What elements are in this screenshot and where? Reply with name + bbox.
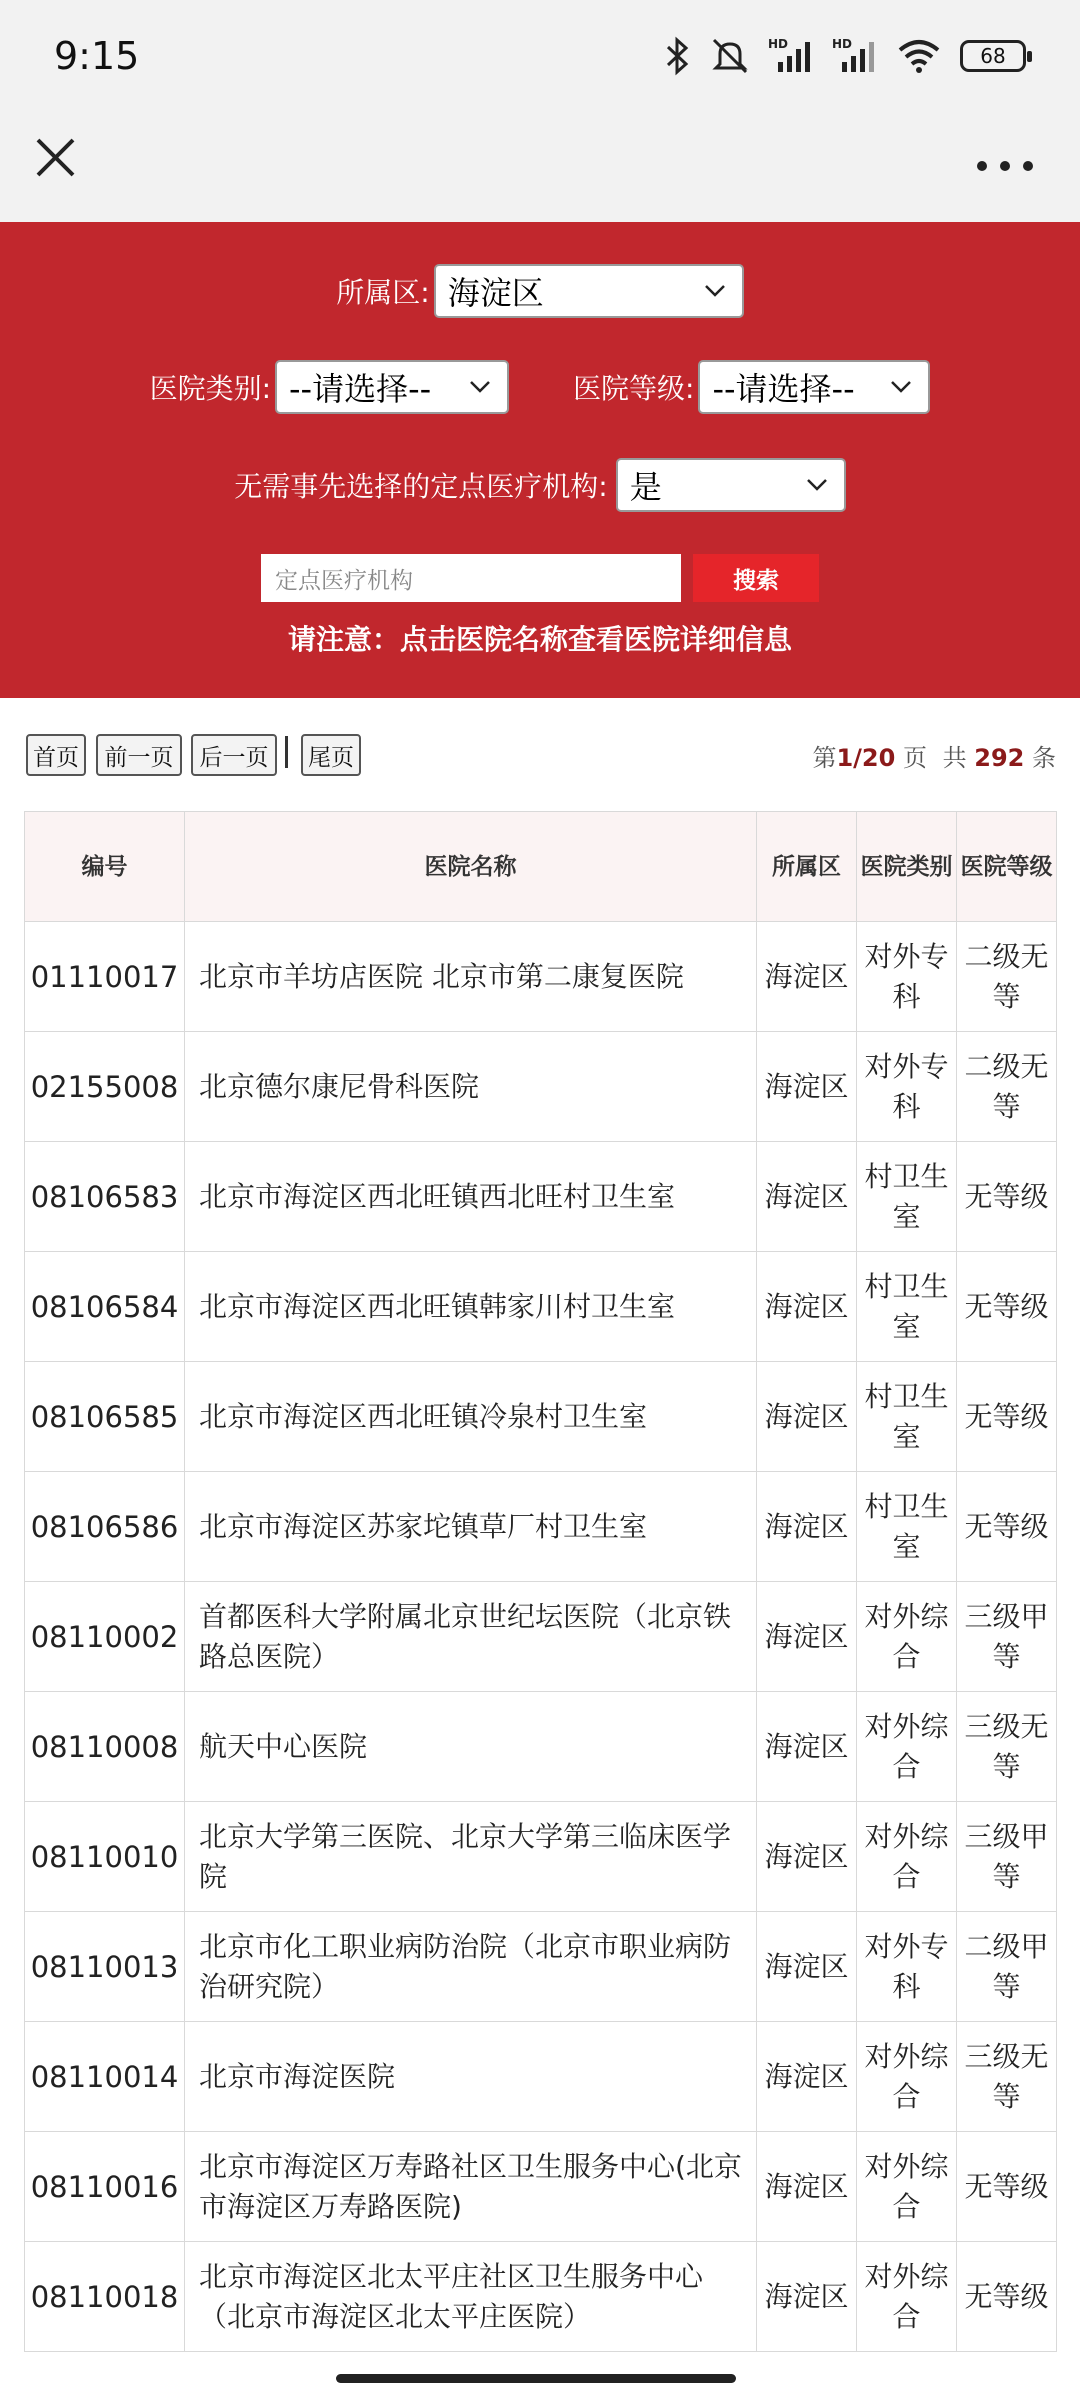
last-page-button[interactable]: 尾页 bbox=[301, 734, 361, 776]
table-row bbox=[25, 1362, 1057, 1472]
total-word: 共 bbox=[942, 744, 967, 772]
cell-code: 08110016 bbox=[25, 2132, 185, 2242]
cell-level: 三级无等 bbox=[957, 1692, 1057, 1802]
cell-district: 海淀区 bbox=[757, 1142, 857, 1252]
status-time: 9:15 bbox=[54, 34, 140, 78]
cell-category: 对外综合 bbox=[857, 1802, 957, 1912]
hospital-name-link[interactable]: 北京市海淀区万寿路社区卫生服务中心(北京市海淀区万寿路医院) bbox=[185, 2132, 757, 2242]
chevron-down-icon bbox=[704, 284, 726, 298]
cell-code: 08110018 bbox=[25, 2242, 185, 2352]
cell-district: 海淀区 bbox=[757, 2022, 857, 2132]
cell-code: 08106585 bbox=[25, 1362, 185, 1472]
district-select[interactable] bbox=[434, 264, 744, 318]
pager bbox=[26, 734, 1056, 778]
cell-code: 08110010 bbox=[25, 1802, 185, 1912]
bluetooth-icon bbox=[664, 36, 692, 76]
table-row bbox=[25, 1692, 1057, 1802]
more-icon[interactable] bbox=[970, 138, 1040, 198]
cell-district: 海淀区 bbox=[757, 1582, 857, 1692]
no-preselect-select-value: 是 bbox=[629, 468, 662, 506]
cell-code: 08110008 bbox=[25, 1692, 185, 1802]
cell-district: 海淀区 bbox=[757, 1912, 857, 2022]
hospital-name-link[interactable]: 北京市海淀区西北旺镇冷泉村卫生室 bbox=[185, 1362, 757, 1472]
cell-code: 08106583 bbox=[25, 1142, 185, 1252]
hospital-name-link[interactable]: 北京市海淀区西北旺镇西北旺村卫生室 bbox=[185, 1142, 757, 1252]
first-page-button[interactable]: 首页 bbox=[26, 734, 86, 776]
table-row bbox=[25, 1472, 1057, 1582]
close-icon[interactable] bbox=[28, 130, 98, 200]
level-select[interactable] bbox=[698, 360, 930, 414]
cell-district: 海淀区 bbox=[757, 1252, 857, 1362]
cell-level: 二级无等 bbox=[957, 922, 1057, 1032]
chevron-down-icon bbox=[806, 478, 828, 492]
chevron-down-icon bbox=[469, 380, 491, 394]
category-select-value: --请选择-- bbox=[289, 370, 432, 408]
next-page-button[interactable]: 后一页 bbox=[191, 734, 277, 776]
cell-code: 08106584 bbox=[25, 1252, 185, 1362]
cell-level: 无等级 bbox=[957, 1472, 1057, 1582]
cell-district: 海淀区 bbox=[757, 1692, 857, 1802]
table-row bbox=[25, 1252, 1057, 1362]
hospital-name-link[interactable]: 北京德尔康尼骨科医院 bbox=[185, 1032, 757, 1142]
cell-category: 村卫生室 bbox=[857, 1252, 957, 1362]
hospital-name-link[interactable]: 北京市海淀区西北旺镇韩家川村卫生室 bbox=[185, 1252, 757, 1362]
header-district: 所属区 bbox=[757, 812, 857, 922]
pager-separator bbox=[285, 736, 288, 768]
hospital-name-link[interactable]: 北京市海淀区苏家坨镇草厂村卫生室 bbox=[185, 1472, 757, 1582]
cell-level: 无等级 bbox=[957, 2132, 1057, 2242]
prev-page-button[interactable]: 前一页 bbox=[96, 734, 182, 776]
notice-row bbox=[0, 618, 1080, 658]
table-row bbox=[25, 922, 1057, 1032]
hospital-name-link[interactable]: 航天中心医院 bbox=[185, 1692, 757, 1802]
cell-code: 08110014 bbox=[25, 2022, 185, 2132]
nav-bar bbox=[0, 110, 1080, 222]
page-info-prefix: 第 bbox=[812, 744, 837, 772]
signal-badge: HD bbox=[832, 37, 853, 51]
mute-icon bbox=[710, 36, 750, 76]
cell-code: 01110017 bbox=[25, 922, 185, 1032]
table-body bbox=[25, 922, 1057, 2352]
hospital-table bbox=[24, 811, 1057, 2352]
wifi-icon bbox=[896, 36, 942, 76]
cell-district: 海淀区 bbox=[757, 2132, 857, 2242]
cell-level: 二级无等 bbox=[957, 1032, 1057, 1142]
cell-code: 02155008 bbox=[25, 1032, 185, 1142]
home-indicator[interactable] bbox=[336, 2374, 736, 2383]
search-button[interactable]: 搜索 bbox=[693, 554, 819, 602]
cell-category: 对外综合 bbox=[857, 1582, 957, 1692]
hospital-name-link[interactable]: 北京市海淀区北太平庄社区卫生服务中心（北京市海淀区北太平庄医院） bbox=[185, 2242, 757, 2352]
current-page: 1 bbox=[836, 744, 854, 772]
count-word: 条 bbox=[1032, 744, 1056, 772]
hospital-name-link[interactable]: 北京市羊坊店医院 北京市第二康复医院 bbox=[185, 922, 757, 1032]
table-row bbox=[25, 1802, 1057, 1912]
table-row bbox=[25, 1912, 1057, 2022]
category-select[interactable] bbox=[275, 360, 509, 414]
signal-badge: HD bbox=[768, 37, 789, 51]
status-bar bbox=[0, 0, 1080, 110]
table-row bbox=[25, 2242, 1057, 2352]
chevron-down-icon bbox=[890, 380, 912, 394]
table-row bbox=[25, 1142, 1057, 1252]
search-input[interactable]: 定点医疗机构 bbox=[261, 554, 681, 602]
cell-level: 二级甲等 bbox=[957, 1912, 1057, 2022]
district-label: 所属区: bbox=[336, 276, 430, 309]
cell-level: 无等级 bbox=[957, 2242, 1057, 2352]
total-count: 292 bbox=[974, 744, 1025, 772]
table-row bbox=[25, 2132, 1057, 2242]
cell-district: 海淀区 bbox=[757, 1362, 857, 1472]
no-preselect-label: 无需事先选择的定点医疗机构: bbox=[234, 470, 608, 503]
header-name: 医院名称 bbox=[185, 812, 757, 922]
cell-category: 对外综合 bbox=[857, 1692, 957, 1802]
cell-category: 对外综合 bbox=[857, 2132, 957, 2242]
signal-icon bbox=[832, 36, 878, 76]
cell-district: 海淀区 bbox=[757, 1472, 857, 1582]
category-label: 医院类别: bbox=[149, 372, 271, 405]
cell-category: 对外综合 bbox=[857, 2022, 957, 2132]
cell-level: 三级甲等 bbox=[957, 1582, 1057, 1692]
cell-level: 无等级 bbox=[957, 1252, 1057, 1362]
table-row bbox=[25, 2022, 1057, 2132]
cell-category: 村卫生室 bbox=[857, 1142, 957, 1252]
level-select-value: --请选择-- bbox=[712, 370, 855, 408]
cell-level: 无等级 bbox=[957, 1142, 1057, 1252]
table-row bbox=[25, 1032, 1057, 1142]
hospital-name-link[interactable]: 北京市海淀医院 bbox=[185, 2022, 757, 2132]
notice-text: 请注意：点击医院名称查看医院详细信息 bbox=[287, 623, 792, 656]
cell-level: 三级甲等 bbox=[957, 1802, 1057, 1912]
page-slash: / bbox=[853, 744, 862, 772]
table-header-row bbox=[25, 812, 1057, 922]
header-level: 医院等级 bbox=[957, 812, 1057, 922]
cell-level: 三级无等 bbox=[957, 2022, 1057, 2132]
header-code: 编号 bbox=[25, 812, 185, 922]
page-word: 页 bbox=[902, 744, 927, 772]
table-row bbox=[25, 1582, 1057, 1692]
cell-code: 08110002 bbox=[25, 1582, 185, 1692]
search-panel bbox=[0, 222, 1080, 698]
cell-category: 村卫生室 bbox=[857, 1472, 957, 1582]
search-row bbox=[0, 554, 1080, 602]
cell-category: 对外专科 bbox=[857, 1912, 957, 2022]
category-level-row bbox=[0, 360, 1080, 414]
hospital-name-link[interactable]: 北京大学第三医院、北京大学第三临床医学院 bbox=[185, 1802, 757, 1912]
cell-district: 海淀区 bbox=[757, 1032, 857, 1142]
district-row bbox=[0, 264, 1080, 318]
cell-category: 对外专科 bbox=[857, 922, 957, 1032]
cell-category: 对外专科 bbox=[857, 1032, 957, 1142]
hospital-name-link[interactable]: 首都医科大学附属北京世纪坛医院（北京铁路总医院） bbox=[185, 1582, 757, 1692]
cell-district: 海淀区 bbox=[757, 2242, 857, 2352]
status-icons bbox=[664, 34, 1026, 78]
cell-district: 海淀区 bbox=[757, 1802, 857, 1912]
hospital-name-link[interactable]: 北京市化工职业病防治院（北京市职业病防治研究院） bbox=[185, 1912, 757, 2022]
district-select-value: 海淀区 bbox=[447, 274, 544, 312]
cell-level: 无等级 bbox=[957, 1362, 1057, 1472]
header-category: 医院类别 bbox=[857, 812, 957, 922]
signal-icon bbox=[768, 36, 814, 76]
level-label: 医院等级: bbox=[573, 372, 695, 405]
no-preselect-row bbox=[0, 458, 1080, 512]
total-pages: 20 bbox=[861, 744, 896, 772]
cell-code: 08106586 bbox=[25, 1472, 185, 1582]
cell-district: 海淀区 bbox=[757, 922, 857, 1032]
page-info bbox=[812, 738, 1056, 773]
cell-code: 08110013 bbox=[25, 1912, 185, 2022]
battery-icon: 68 bbox=[960, 40, 1026, 72]
no-preselect-select[interactable] bbox=[616, 458, 846, 512]
cell-category: 对外综合 bbox=[857, 2242, 957, 2352]
cell-category: 村卫生室 bbox=[857, 1362, 957, 1472]
